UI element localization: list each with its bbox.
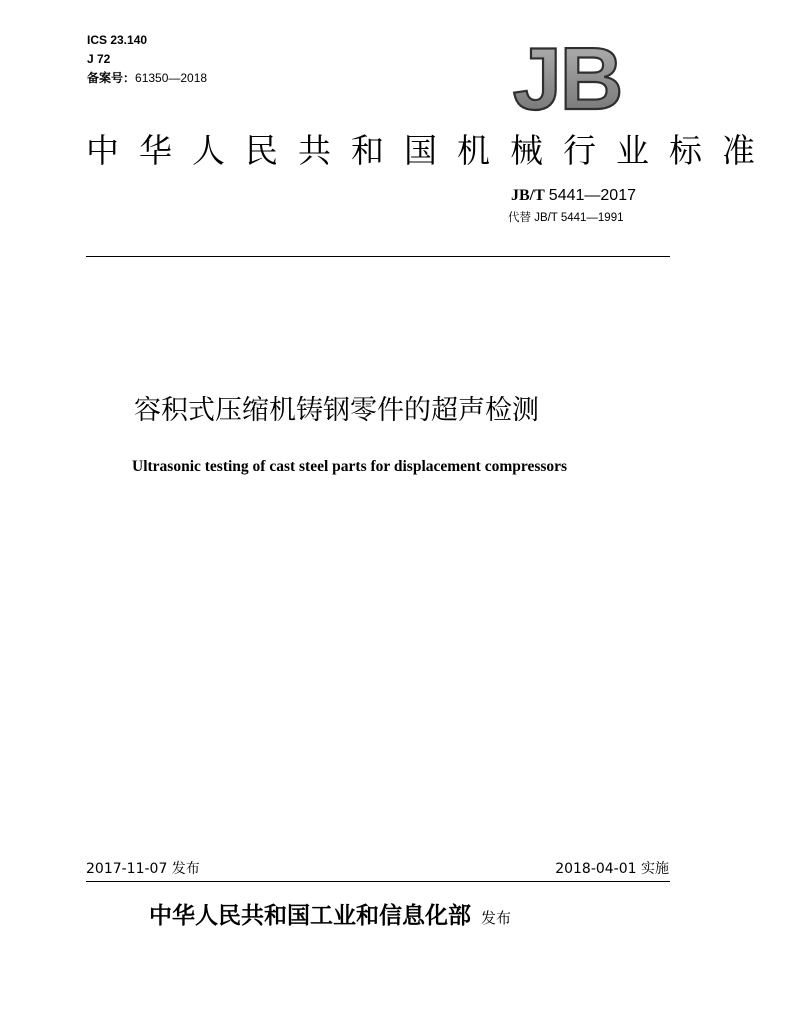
bottom-divider — [86, 881, 670, 882]
standard-code-prefix: JB/T — [511, 187, 545, 204]
jb-logo-text: JB — [512, 43, 622, 114]
title-english: Ultrasonic testing of cast steel parts for displacement compressors — [132, 458, 568, 475]
implementation-date: 2018-04-01 实施 — [555, 861, 669, 877]
organization-title: 中华人民共和国机械行业标准 — [86, 131, 775, 170]
issue-date: 2017-11-07 发布 — [86, 861, 200, 877]
replaces-standard: 代替 JB/T 5441—1991 — [508, 212, 624, 224]
publisher-action: 发布 — [481, 909, 512, 927]
record-label: 备案号： — [87, 71, 136, 85]
standard-code — [511, 186, 636, 206]
standard-code-number: 5441—2017 — [548, 187, 636, 204]
top-divider — [86, 256, 670, 257]
publisher — [149, 899, 511, 935]
publisher-name: 中华人民共和国工业和信息化部 — [149, 903, 471, 929]
jb-logo — [500, 43, 635, 114]
title-chinese: 容积式压缩机铸钢零件的超声检测 — [134, 395, 539, 426]
ics-code: ICS 23.140 — [87, 33, 148, 47]
ccs-code: J 72 — [87, 52, 111, 66]
record-value: 61350—2018 — [135, 71, 208, 85]
record-number — [87, 69, 207, 87]
